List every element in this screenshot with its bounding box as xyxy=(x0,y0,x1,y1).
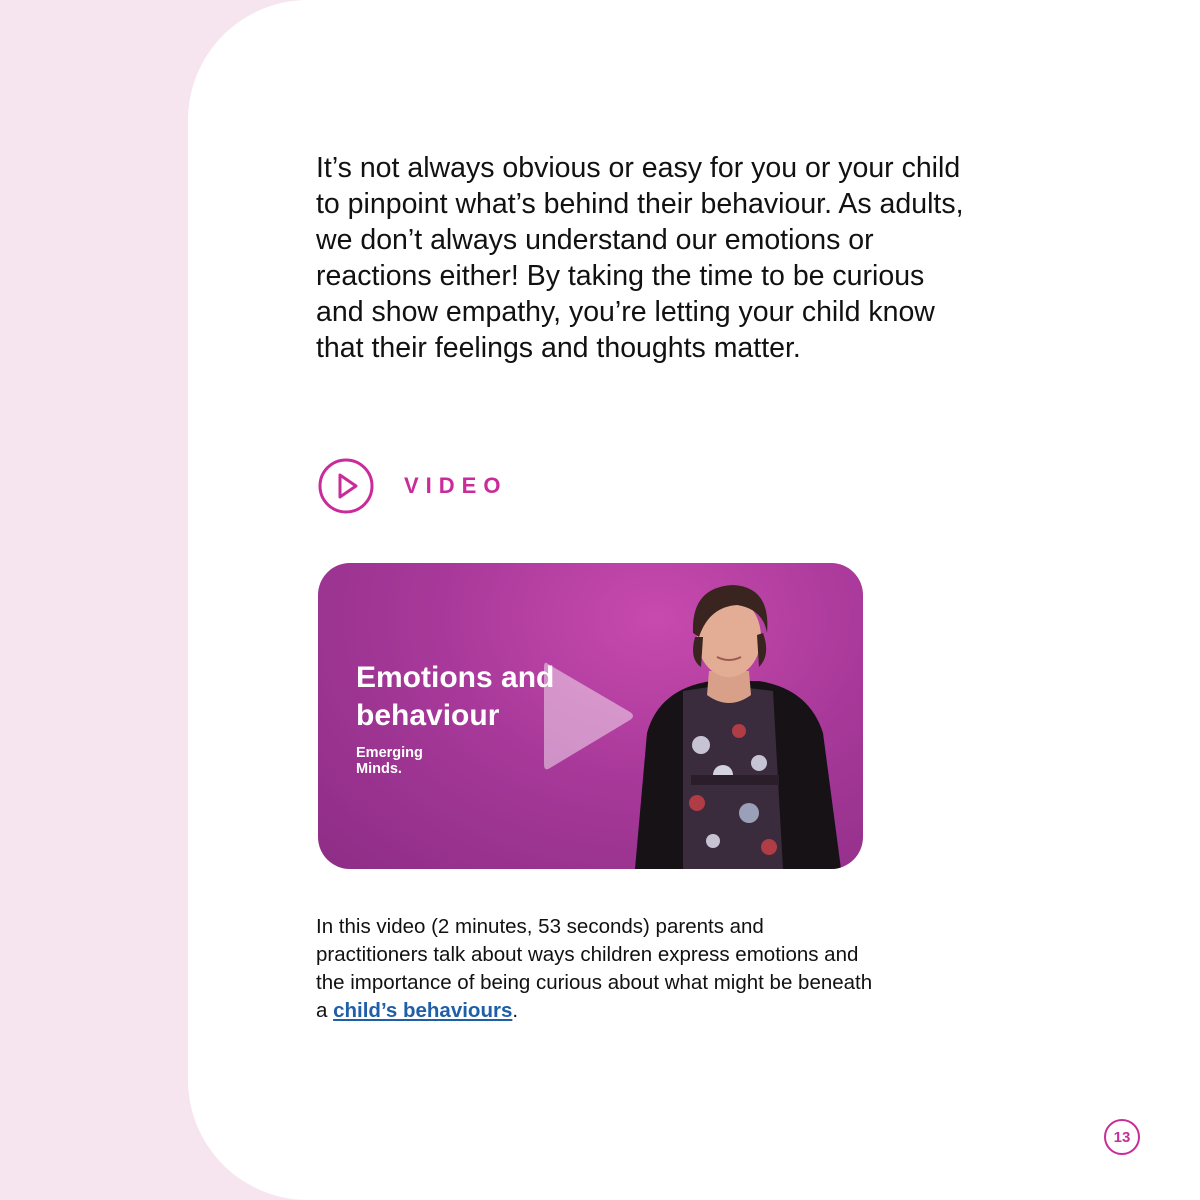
page-number: 13 xyxy=(1104,1119,1140,1155)
video-heading xyxy=(318,456,507,516)
video-caption xyxy=(316,913,876,1025)
video-label: VIDEO xyxy=(404,473,508,498)
childs-behaviours-link[interactable]: child’s behaviours xyxy=(333,999,513,1022)
caption-end: . xyxy=(512,999,519,1022)
caption-text: In this video (2 minutes, 53 seconds) parents and practitioners talk about ways children express emotions and the importance of being curious about what might be beneath a xyxy=(316,915,873,1022)
video-thumbnail[interactable] xyxy=(318,563,863,869)
intro-paragraph: It’s not always obvious or easy for you or your child to pinpoint what’s behind their behaviour. As adults, we don’t always understand our emotions or reactions either! By taking the time to be curious and show empathy, you’re letting your child know that their feelings and thoughts matter. xyxy=(316,152,964,364)
video-brand: Emerging Minds. xyxy=(356,745,423,777)
play-circle-icon xyxy=(318,458,374,514)
video-title: Emotions and behaviour xyxy=(356,661,555,732)
play-triangle-icon[interactable] xyxy=(540,656,636,776)
